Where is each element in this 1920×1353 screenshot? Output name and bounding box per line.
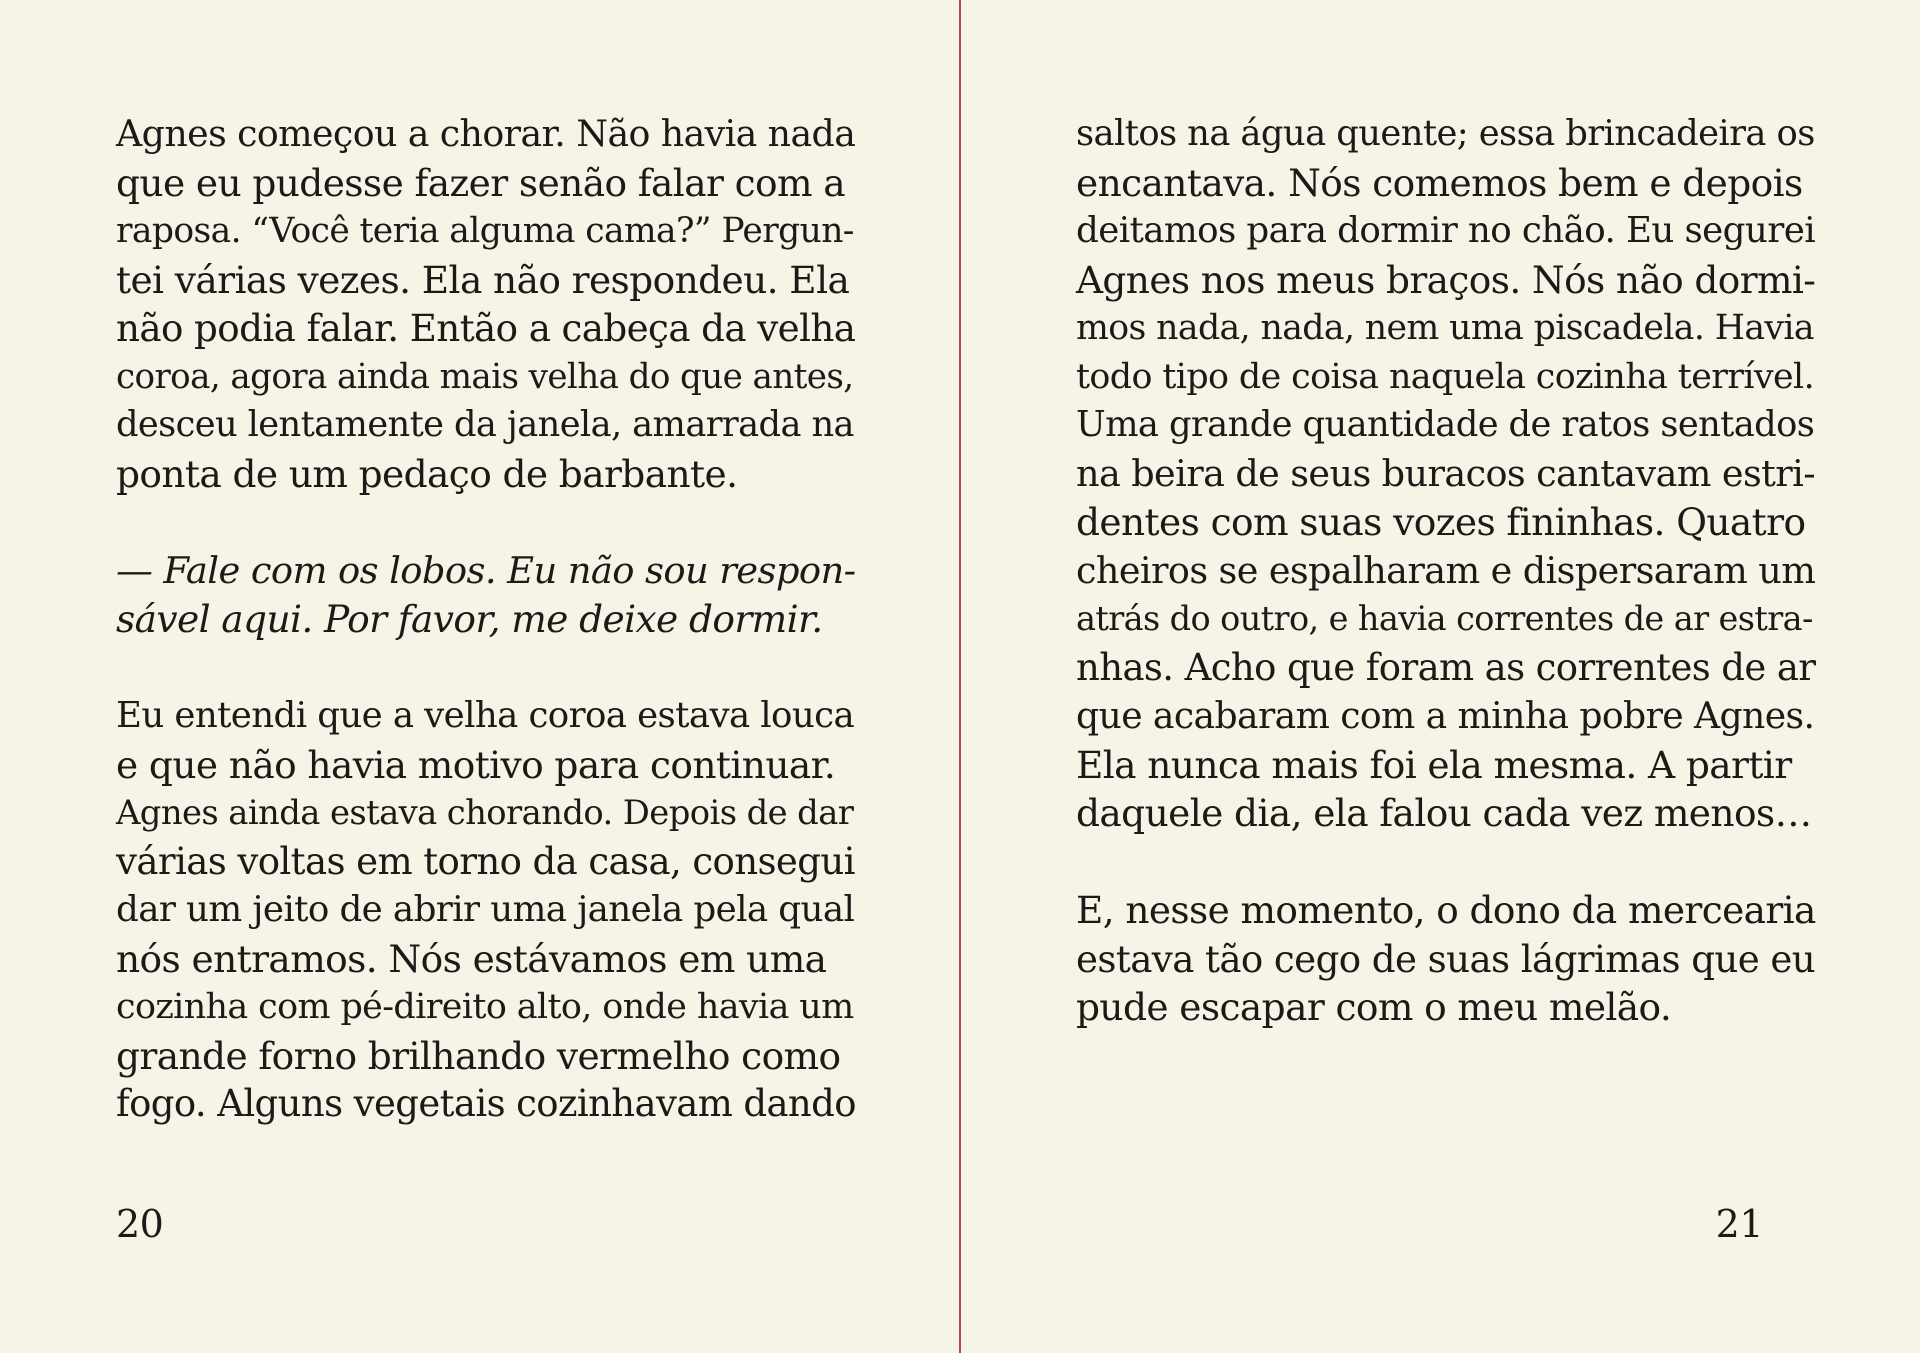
text-line: encantava. Nós comemos bem e depois (1076, 160, 1803, 205)
text-line: ponta de um pedaço de barbante. (116, 451, 738, 496)
left-page-number: 20 (116, 1202, 164, 1246)
text-line: coroa, agora ainda mais velha do que antes, (116, 356, 854, 397)
text-line: tei várias vezes. Ela não respondeu. Ela (116, 257, 850, 302)
right-page-text (1076, 110, 1816, 1032)
right-page-number: 21 (1715, 1202, 1763, 1246)
text-line: saltos na água quente; essa brincadeira os (1076, 113, 1815, 154)
text-line: Uma grande quantidade de ratos sentados (1076, 404, 1815, 445)
text-line: que eu pudesse fazer senão falar com a (116, 160, 846, 205)
text-line: estava tão cego de suas lágrimas que eu (1076, 936, 1816, 981)
text-line: Agnes ainda estava chorando. Depois de dar (116, 793, 854, 832)
text-line: fogo. Alguns vegetais cozinhavam dando (116, 1082, 856, 1125)
text-line: que acabaram com a minha pobre Agnes. (1076, 694, 1815, 737)
right-page (961, 0, 1920, 1353)
text-line: atrás do outro, e havia correntes de ar estra- (1076, 599, 1813, 638)
left-page-text (116, 110, 856, 1129)
text-line: na beira de seus buracos cantavam estri- (1076, 451, 1816, 495)
paragraph-spacer (1076, 838, 1816, 887)
text-line: Eu entendi que a velha coroa estava louca (116, 695, 855, 736)
text-line: grande forno brilhando vermelho como (116, 1033, 841, 1078)
text-line: Agnes começou a chorar. Não havia nada (116, 112, 856, 155)
paragraph-spacer (116, 644, 856, 693)
text-line: várias voltas em torno da casa, consegui (116, 839, 855, 883)
text-line: sável aqui. Por favor, me deixe dormir. (116, 597, 823, 641)
text-line: — Fale com os lobos. Eu não sou respon- (116, 548, 856, 592)
text-line: todo tipo de coisa naquela cozinha terrível. (1076, 356, 1815, 397)
text-line: E, nesse momento, o dono da mercearia (1076, 888, 1816, 932)
text-line: dentes com suas vozes fininhas. Quatro (1076, 500, 1806, 544)
text-line: nós entramos. Nós estávamos em uma (116, 936, 827, 981)
paragraph-spacer (116, 498, 856, 547)
text-line: pude escapar com o meu melão. (1076, 985, 1672, 1029)
text-line: deitamos para dormir no chão. Eu segurei (1076, 210, 1816, 251)
text-line: e que não havia motivo para continuar. (116, 742, 836, 787)
text-line: Agnes nos meus braços. Nós não dormi- (1076, 257, 1816, 302)
text-line: raposa. “Você teria alguma cama?” Pergun- (116, 211, 854, 251)
text-line: dar um jeito de abrir uma janela pela qual (116, 889, 855, 930)
text-line: Ela nunca mais foi ela mesma. A partir (1076, 742, 1792, 787)
text-line: nhas. Acho que foram as correntes de ar (1076, 645, 1816, 689)
text-line: cheiros se espalharam e dispersaram um (1076, 548, 1816, 592)
text-line: não podia falar. Então a cabeça da velha (116, 306, 856, 350)
text-line: mos nada, nada, nem uma piscadela. Havia (1076, 308, 1814, 348)
text-line: daquele dia, ela falou cada vez menos… (1076, 791, 1812, 835)
text-line: desceu lentamente da janela, amarrada na (116, 404, 854, 445)
text-line: cozinha com pé-direito alto, onde havia um (116, 987, 854, 1027)
left-page (0, 0, 959, 1353)
